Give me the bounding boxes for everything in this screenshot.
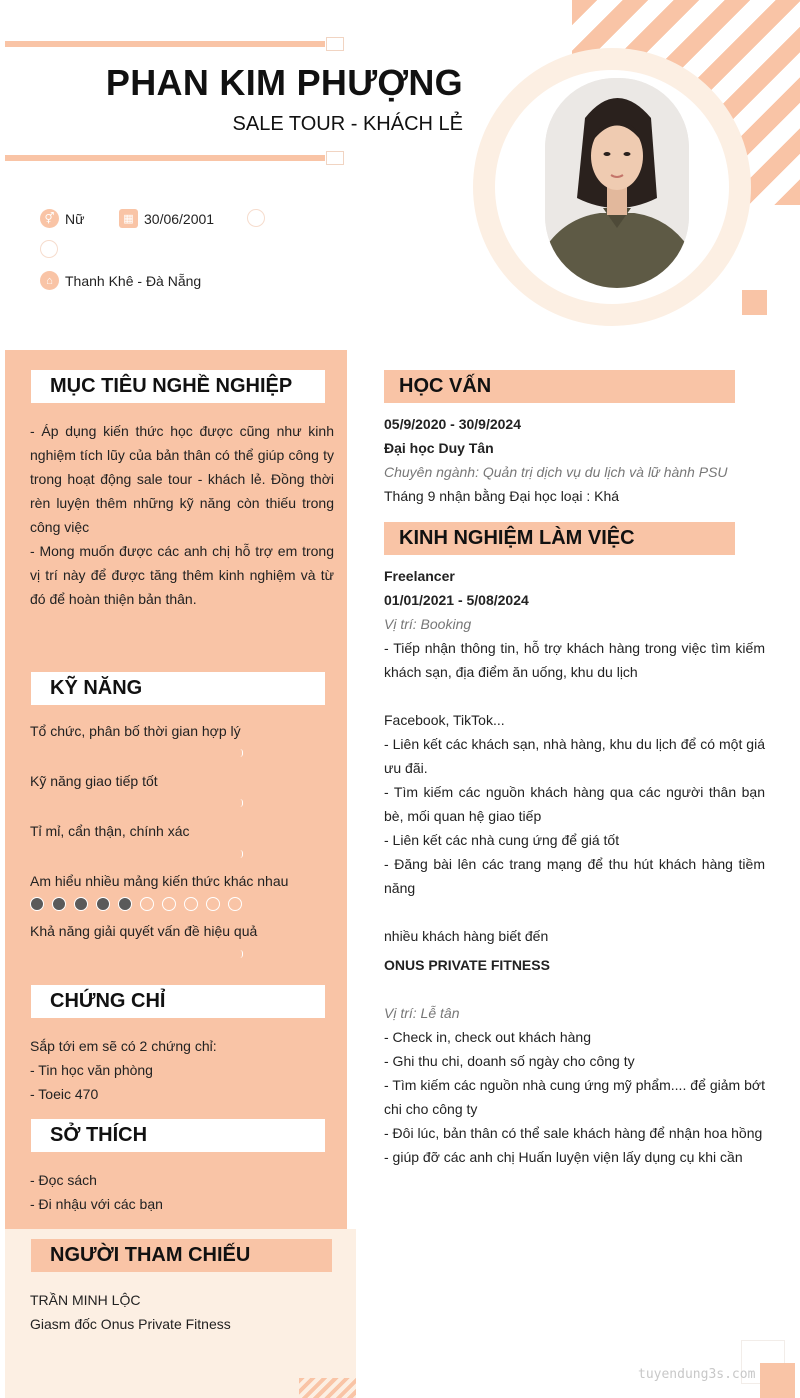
education-major: Chuyên ngành: Quản trị dịch vụ du lịch và lữ hành PSU (384, 464, 728, 480)
birthday-value: 30/06/2001 (144, 210, 215, 227)
skill-item: Khả năng giải quyết vấn đề hiệu quả (30, 923, 258, 939)
decor-square (742, 290, 767, 315)
rating-dot-empty (140, 897, 154, 911)
header-top-bar-end (326, 37, 344, 51)
experience-title: KINH NGHIỆM LÀM VIỆC (384, 522, 735, 555)
gender-icon: ⚥ (40, 209, 59, 228)
job-duty: Facebook, TikTok... (384, 712, 505, 728)
job-duty: nhiều khách hàng biết đến (384, 928, 549, 944)
job-duty: - Tìm kiếm các nguồn khách hàng qua các người thân bạn bè, mối quan hệ giao tiếp (384, 784, 765, 824)
job-duty: - Liên kết các nhà cung ứng để giá tốt (384, 832, 620, 848)
reference-line: TRẦN MINH LỘC (30, 1292, 141, 1308)
job-role: Vị trí: Lễ tân (384, 1005, 460, 1021)
objective-text (30, 419, 334, 611)
job-duty: - Check in, check out khách hàng (384, 1029, 592, 1045)
rating-dot-filled (52, 897, 66, 911)
gender-value: Nữ (65, 210, 85, 227)
skill-item: Kỹ năng giao tiếp tốt (30, 773, 158, 789)
rating-dot-empty (184, 897, 198, 911)
hobbies-title: SỞ THÍCH (31, 1119, 325, 1152)
reference-title: NGƯỜI THAM CHIẾU (31, 1239, 332, 1272)
skill-rating-dots (30, 897, 250, 911)
job-period: 01/01/2021 - 5/08/2024 (384, 592, 529, 608)
rating-dot-filled (96, 897, 110, 911)
skill-item: Am hiểu nhiều mảng kiến thức khác nhau (30, 873, 289, 889)
certificate-line: Sắp tới em sẽ có 2 chứng chỉ: (30, 1038, 217, 1054)
rating-dot-filled (30, 897, 44, 911)
header-bottom-bar (5, 155, 325, 161)
reference-stripe-decoration (299, 1378, 356, 1398)
profile-photo (545, 78, 689, 288)
certificate-line: - Tin học văn phòng (30, 1062, 153, 1078)
rating-dot-empty (162, 897, 176, 911)
skill-item: Tỉ mỉ, cẩn thận, chính xác (30, 823, 190, 839)
home-icon: ⌂ (40, 271, 59, 290)
birthday-info (119, 209, 214, 228)
rating-dot-empty (228, 897, 242, 911)
candidate-name: PHAN KIM PHƯỢNG (105, 62, 463, 103)
job-duty: - Đôi lúc, bản thân có thể sale khách hàng để nhận hoa hồng (384, 1125, 763, 1141)
job-role: Vị trí: Booking (384, 616, 472, 632)
rating-dot-filled (74, 897, 88, 911)
reference-line: Giasm đốc Onus Private Fitness (30, 1316, 231, 1332)
hobby-line: - Đi nhậu với các bạn (30, 1196, 163, 1212)
watermark-square (760, 1363, 795, 1398)
objective-paragraph: - Mong muốn được các anh chị hỗ trợ em trong vị trí này để được tăng thêm kinh nghiệm và từ đó để hoàn thiện bản thân. (30, 543, 334, 607)
job-title: SALE TOUR - KHÁCH LẺ (232, 113, 463, 135)
watermark-text: tuyendung3s.com (638, 1367, 756, 1382)
certificates-title: CHỨNG CHỈ (31, 985, 325, 1018)
header-bottom-bar-end (326, 151, 344, 165)
rating-dot-filled (118, 897, 132, 911)
job-duty: - Liên kết các khách sạn, nhà hàng, khu du lịch để có một giá ưu đãi. (384, 736, 765, 776)
skills-title: KỸ NĂNG (31, 672, 325, 705)
hobby-line: - Đọc sách (30, 1172, 97, 1188)
job-duty: - Đăng bài lên các trang mạng để thu hút khách hàng tiềm năng (384, 856, 765, 896)
education-result: Tháng 9 nhận bằng Đại học loại : Khá (384, 488, 620, 504)
address-info (40, 271, 201, 290)
rating-dot-empty (206, 897, 220, 911)
job-company: ONUS PRIVATE FITNESS (384, 957, 550, 973)
person-photo-icon (545, 78, 689, 288)
education-title: HỌC VẤN (384, 370, 735, 403)
phone-icon-placeholder (247, 209, 265, 227)
education-period: 05/9/2020 - 30/9/2024 (384, 416, 522, 432)
gender-info (40, 209, 84, 228)
certificate-line: - Toeic 470 (30, 1086, 99, 1102)
header-top-bar (5, 41, 325, 47)
objective-title: MỤC TIÊU NGHỀ NGHIỆP (31, 370, 325, 403)
job-duty: - Tiếp nhận thông tin, hỗ trợ khách hàng trong việc tìm kiếm khách sạn, địa điểm ăn uống, khu du lịch (384, 640, 765, 680)
address-value: Thanh Khê - Đà Nẵng (65, 272, 202, 289)
education-school: Đại học Duy Tân (384, 440, 494, 456)
calendar-icon: ▦ (119, 209, 138, 228)
objective-paragraph: - Áp dụng kiến thức học được cũng như kinh nghiệm tích lũy của bản thân có thể giúp công ty trong hoạt động sale tour - khách lẻ. Đồng thời rèn luyện thêm những kỹ năng còn thiếu trong công việc (30, 423, 334, 535)
job-company: Freelancer (384, 568, 455, 584)
job-duty: - Ghi thu chi, doanh số ngày cho công ty (384, 1053, 635, 1069)
job-duty: - Tìm kiếm các nguồn nhà cung ứng mỹ phẩm.... để giảm bớt chi cho công ty (384, 1077, 765, 1117)
email-icon-placeholder (40, 240, 58, 258)
job-duty: - giúp đỡ các anh chị Huấn luyện viện lấy dụng cụ khi cần (384, 1149, 743, 1165)
skill-item: Tổ chức, phân bố thời gian hợp lý (30, 723, 241, 739)
